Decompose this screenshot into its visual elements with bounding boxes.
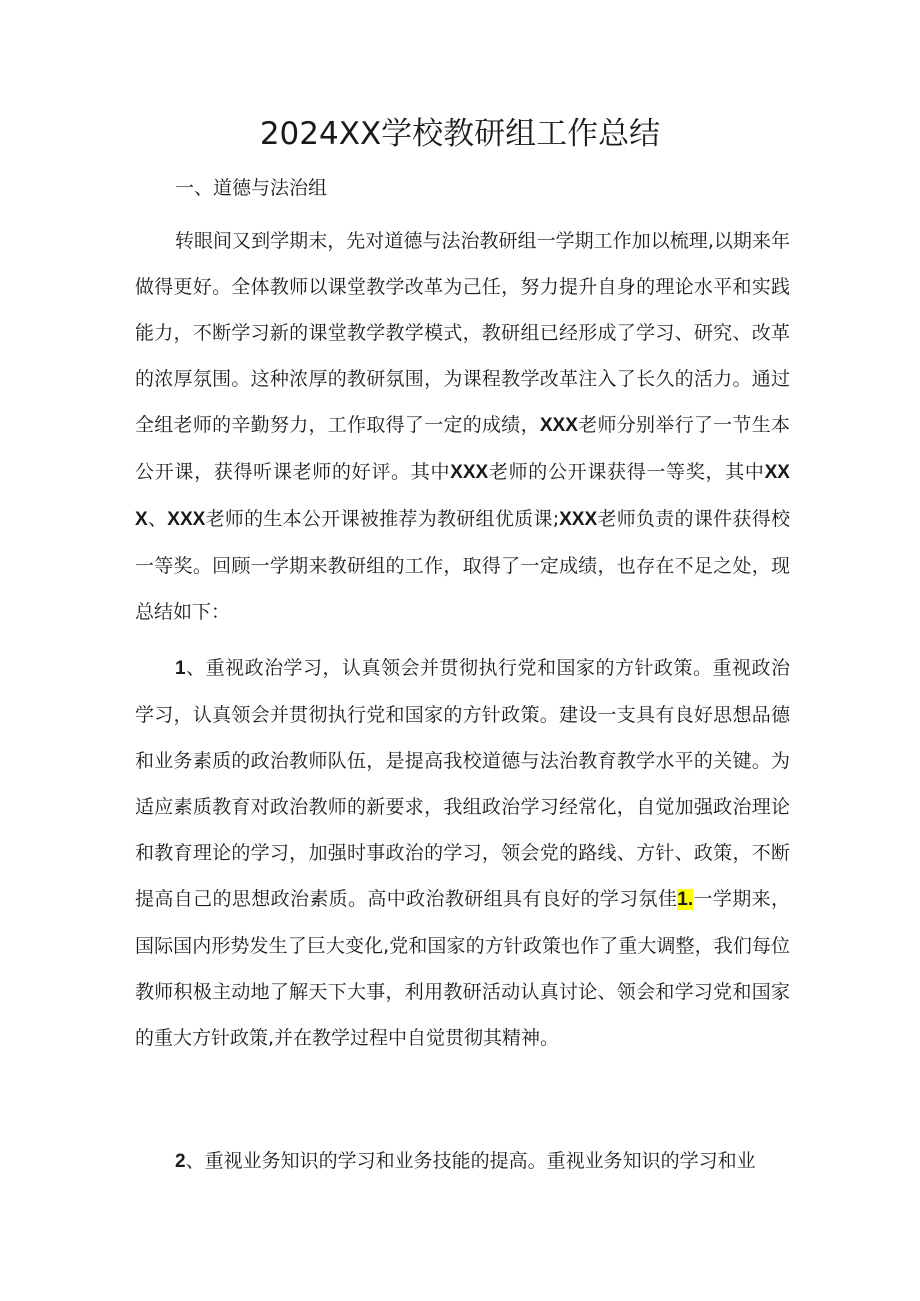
text-run: 、重视政治学习，认真领会并贯彻执行党和国家的方针政策。重视政治学习，认真领会并贯彻执行党和国家的方针政策。建设一支具有良好思想品德和业务素质的政治教师队伍，是提高我校道德与法治教育教学水平的关键。为适应素质教育对政治教师的新要求，我组政治学习经常化，自觉加强政治理论和教育理论的学习，加强时事政治的学习，领会党的路线、方针、政策，不断提高自己的思想政治素质。高中政治教研组具有良好的学习氛佳 (135, 657, 790, 910)
paragraph-item-1 (135, 645, 790, 1061)
paragraph-intro (135, 218, 790, 635)
text-run: 、重视业务知识的学习和业务技能的提高。重视业务知识的学习和业 (185, 1150, 756, 1172)
paragraph-item-2 (135, 1138, 790, 1185)
item-number: 2 (175, 1151, 186, 1172)
text-run: 老师分别举行了一节生本公开课，获得听课老师的好评。其中 (135, 414, 790, 483)
placeholder-name: XXX (167, 509, 206, 530)
text-run: 转眼间又到学期末，先对道德与法治教研组一学期工作加以梳理,以期来年做得更好。全体教师以课堂教学改革为己任，努力提升自身的理论水平和实践能力，不断学习新的课堂教学教学模式，教研组已经形成了学习、研究、改革的浓厚氛围。这种浓厚的教研氛围，为课程教学改革注入了长久的活力。通过全组老师的辛勤努力，工作取得了一定的成绩， (135, 230, 790, 436)
document-title: 2024XX学校教研组工作总结 (259, 116, 661, 152)
text-run: 老师的公开课获得一等奖，其中 (488, 461, 765, 483)
highlighted-marker: 1. (677, 889, 694, 910)
text-run: 老师的生本公开课被推荐为教研组优质课; (205, 508, 560, 530)
section-heading: 一、道德与法治组 (175, 177, 328, 199)
placeholder-name: XXX (539, 415, 578, 436)
text-run: 、 (147, 508, 168, 530)
text-run: 一学期来，国际国内形势发生了巨大变化,党和国家的方针政策也作了重大调整，我们每位教师积极主动地了解天下大事，利用教研活动认真讨论、领会和学习党和国家的重大方针政策,并在教学过程中自觉贯彻其精神。 (135, 888, 790, 1049)
placeholder-name: XXX (450, 462, 489, 483)
item-number: 1 (175, 658, 186, 679)
placeholder-name: XXX (559, 509, 598, 530)
placeholder-name: XXX (135, 462, 790, 530)
text-run: 老师负责的课件获得校一等奖。回顾一学期来教研组的工作，取得了一定成绩，也存在不足之处，现总结如下： (135, 508, 790, 623)
